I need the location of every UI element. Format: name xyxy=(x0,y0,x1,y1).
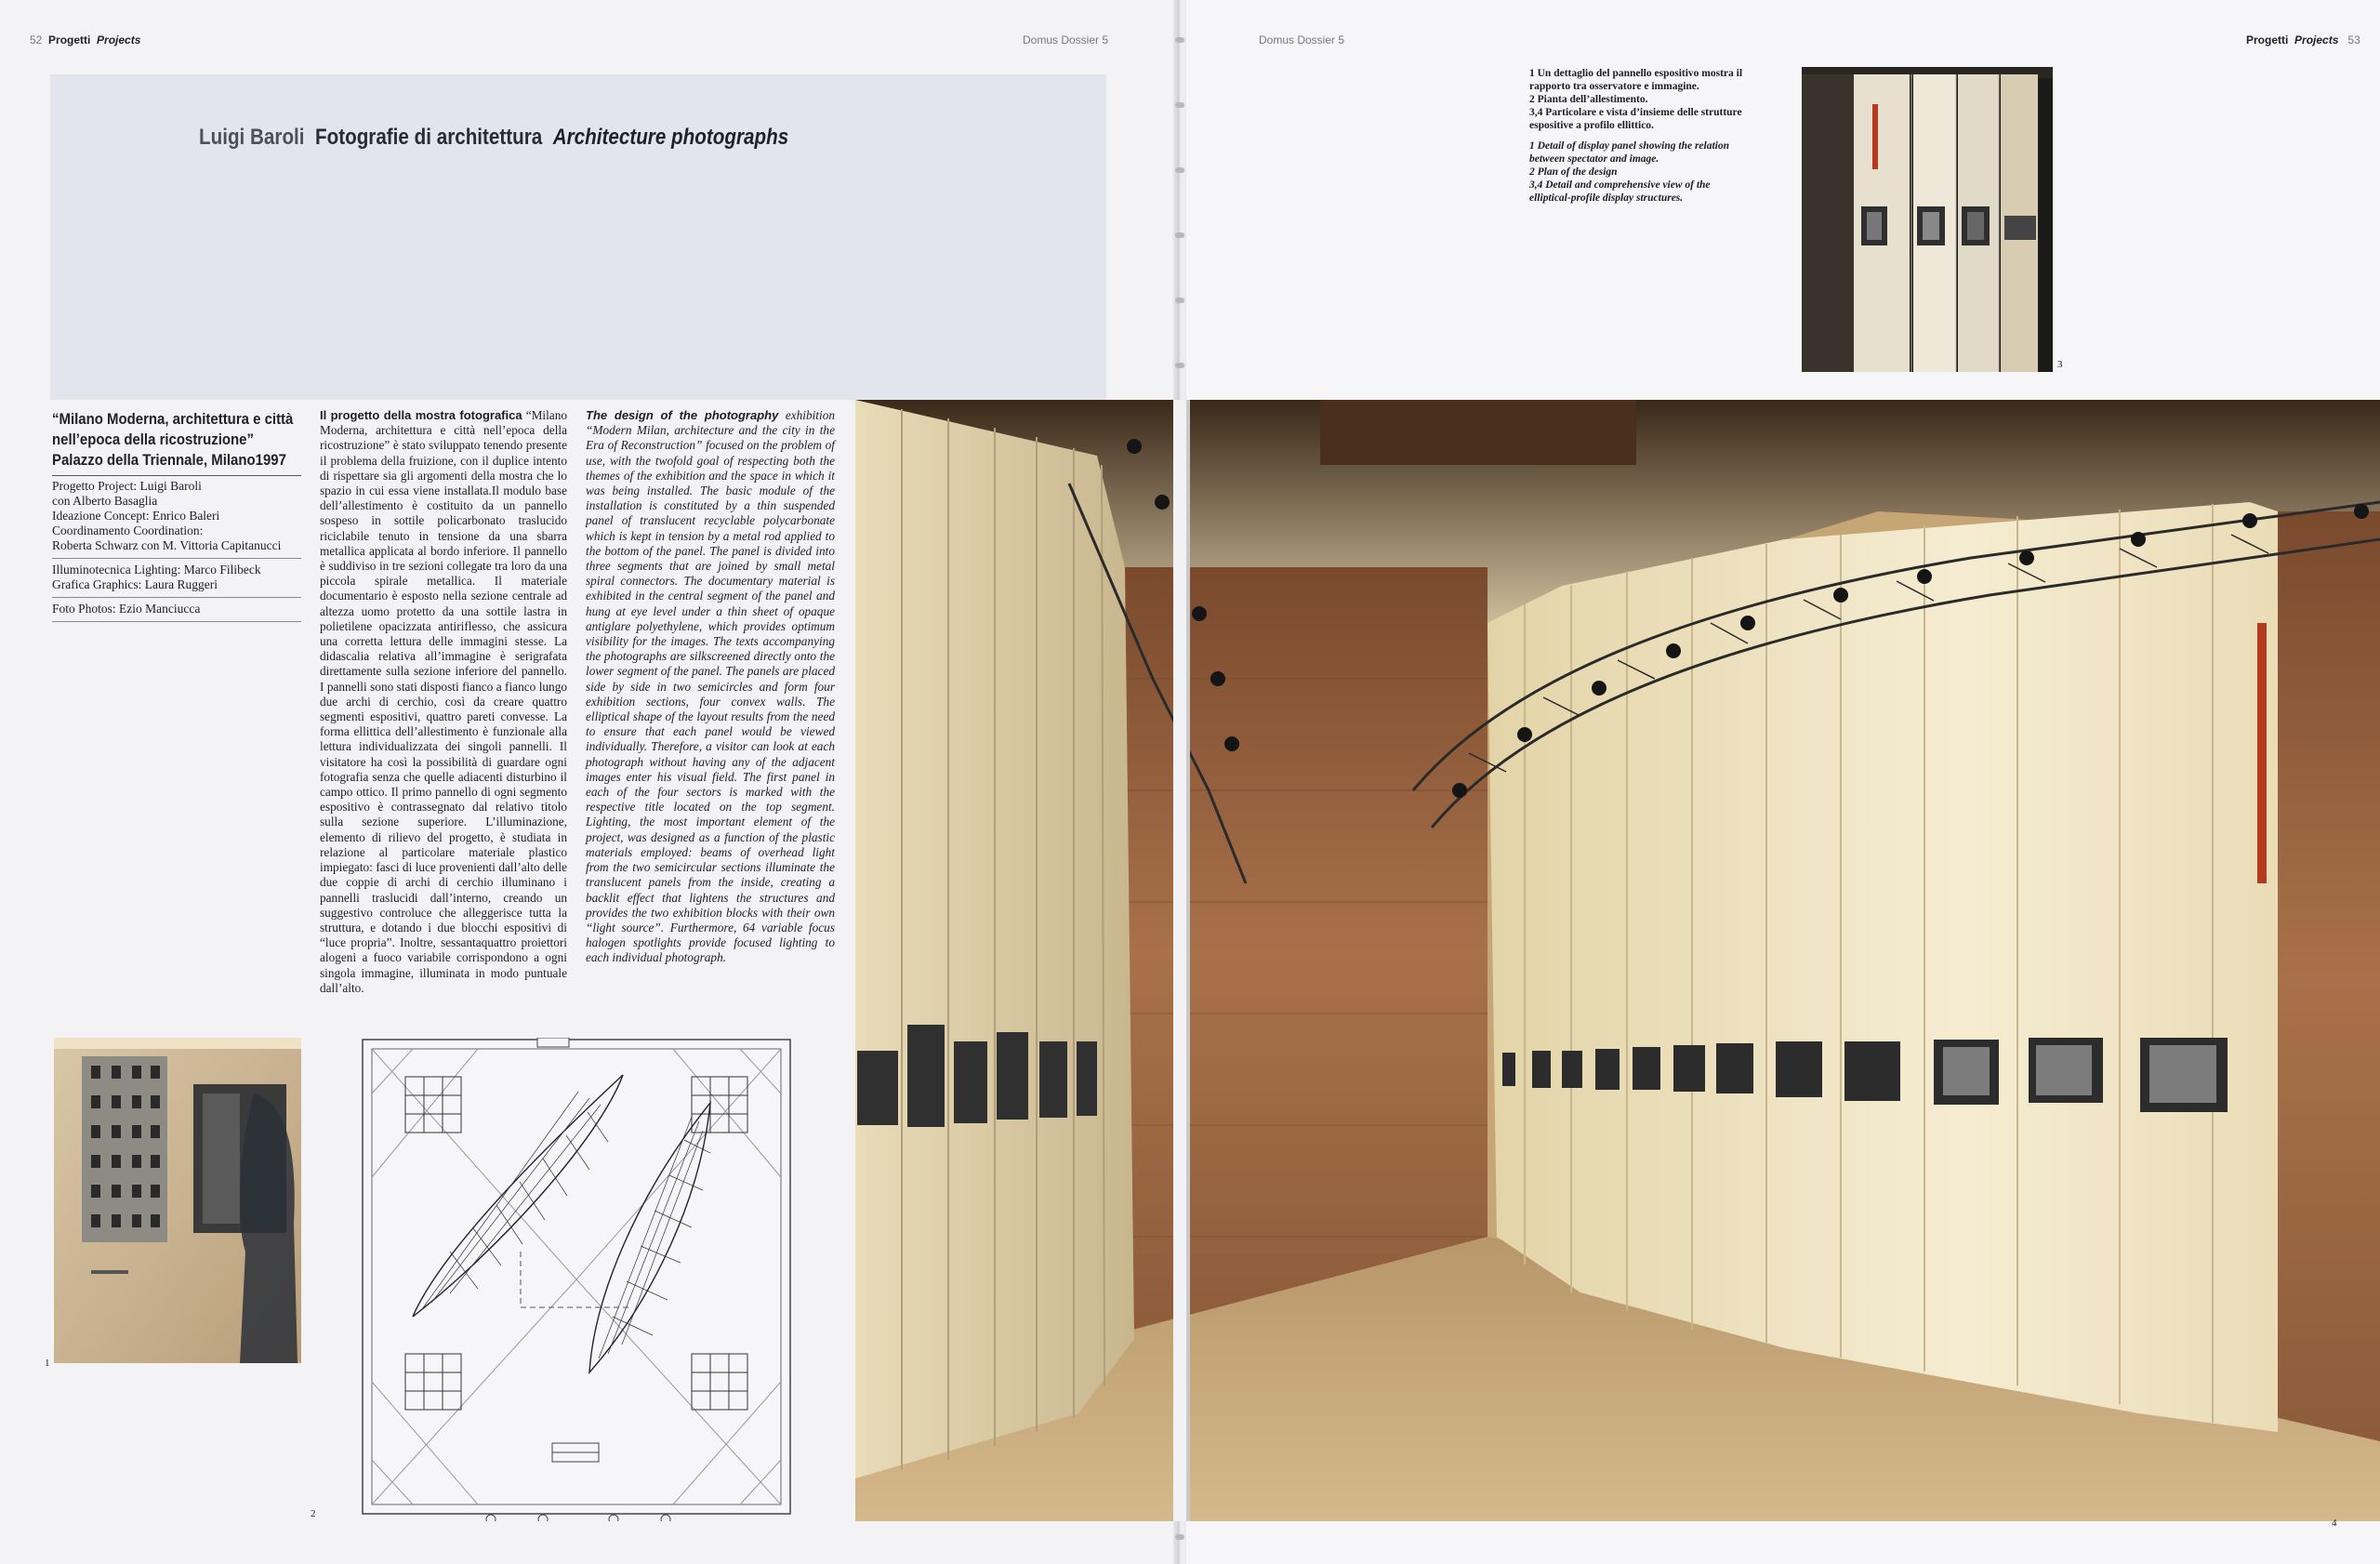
title-italian: Fotografie di architettura xyxy=(314,125,543,150)
exhibition-title: “Milano Moderna, architettura e città nell’epoca della ricostruzione” Palazzo della Triennale, Milano1997 xyxy=(52,410,294,469)
caption-en-1: 1 Detail of display panel showing the relation between spectator and image. xyxy=(1529,140,1730,165)
right-section-en: Projects xyxy=(2294,33,2339,46)
title-box xyxy=(50,74,1106,400)
figure-1-number: 1 xyxy=(45,1358,50,1369)
credits-divider xyxy=(52,475,301,476)
title-author: Luigi Baroli xyxy=(199,125,305,150)
left-page-number: 52 xyxy=(30,33,43,46)
italian-lead: Il progetto della mostra fotografica xyxy=(320,408,522,422)
credit-line: Grafica Graphics: Laura Ruggeri xyxy=(52,577,218,591)
credits-divider xyxy=(52,558,301,559)
caption-en-2: 2 Plan of the design xyxy=(1529,166,1618,178)
right-page-number: 53 xyxy=(2347,33,2360,46)
right-section: Progetti xyxy=(2246,33,2289,46)
panel-closeup-image xyxy=(1802,67,2053,372)
figure-2-number: 2 xyxy=(311,1508,316,1519)
left-section: Progetti xyxy=(48,33,91,46)
caption-it-2: 2 Pianta dell’allestimento. xyxy=(1529,94,1648,105)
floor-plan-drawing xyxy=(357,1038,796,1521)
credit-line: Illuminotecnica Lighting: Marco Filibeck xyxy=(52,563,261,577)
figure-2-plan xyxy=(357,1038,796,1521)
title-english: Architecture photographs xyxy=(552,125,789,150)
caption-en-3: 3,4 Detail and comprehensive view of the elliptical-profile display structures. xyxy=(1529,179,1711,204)
panel-detail-image xyxy=(54,1038,301,1363)
credit-line: Foto Photos: Ezio Manciucca xyxy=(52,602,201,616)
left-issue: Domus Dossier 5 xyxy=(1023,33,1109,46)
credits-divider xyxy=(52,621,301,622)
left-section-en: Projects xyxy=(97,33,141,46)
credit-line: Coordinamento Coordination: xyxy=(52,524,204,537)
figure-captions xyxy=(1529,67,1752,205)
credits-block xyxy=(52,409,301,626)
right-folio xyxy=(2246,33,2360,46)
article-title xyxy=(199,125,788,151)
right-issue: Domus Dossier 5 xyxy=(1259,33,1345,46)
italian-text-column xyxy=(320,408,567,996)
english-lead: The design of the photography xyxy=(586,408,779,422)
captions-en xyxy=(1529,139,1752,205)
credit-line: con Alberto Basaglia xyxy=(52,494,158,508)
exhibition-hall-image xyxy=(855,400,2380,1521)
credit-line: Ideazione Concept: Enrico Baleri xyxy=(52,509,220,523)
figure-3-number: 3 xyxy=(2057,359,2063,370)
figure-3-photo xyxy=(1802,67,2053,372)
credit-line: Progetto Project: Luigi Baroli xyxy=(52,479,202,493)
figure-4-photo xyxy=(855,400,2380,1521)
english-text-column xyxy=(586,408,835,966)
italian-body: “Milano Moderna, architettura e città nell’epoca della ricostruzione” è stato sviluppato tenendo presente il problema della fruizione, con il duplice intento di rispettare sia gli argomenti della mostra che lo spazio in cui essa viene installata.Il modulo base dell’allestimento è costituito da un pannello sospeso in sottile policarbonato traslucido riciclabile tenuto in tensione da una sbarra metallica applicata al bordo inferiore. Il pannello è suddiviso in tre sezioni collegate tra loro da una piccola spirale metallica. Il materiale documentario è esposto nella sezione centrale ad altezza uomo protetto da una sottile lastra in polietilene opacizzata antiriflesso, che assicura una corretta lettura delle immagini stesse. La didascalia relativa all’immagine è serigrafata direttamente sulla sezione inferiore del pannello. I pannelli sono stati disposti fianco a fianco lungo due archi di cerchio, così da creare quattro segmenti espositivi, quattro pareti convesse. La forma ellittica dell’allestimento è funzionale alla lettura individualizzata dei singoli pannelli. Il visitatore ha così la possibilità di guardare ogni fotografia senza che quelle adiacenti disturbino il campo ottico. Il primo pannello di ogni segmento espositivo è contrassegnato dal relativo titolo sulla sezione superiore. L’illuminazione, elemento di rilievo del progetto, è studiata in relazione al particolare materiale plastico impiegato: fasci di luce provenienti dall’alto delle due coppie di archi di cerchio illuminano i pannelli traslucidi dall’interno, creando un suggestivo controluce che alleggerisce tutta la struttura, e dotando i due blocchi espositivi di “luce propria”. Inoltre, sessantaquattro proiettori alogeni a fuoco variabile corrispondono a ogni singola immagine, illuminata in modo puntuale dall’alto. xyxy=(320,408,567,995)
caption-it-1: 1 Un dettaglio del pannello espositivo mostra il rapporto tra osservatore e immagine. xyxy=(1529,68,1743,92)
credit-line: Roberta Schwarz con M. Vittoria Capitanucci xyxy=(52,538,282,552)
english-body: exhibition “Modern Milan, architecture and the city in the Era of Reconstruction” focused on the problem of use, with the twofold goal of respecting both the themes of the exhibition and the space in which it was being installed. The basic module of the installation is constituted by a thin suspended panel of translucent recyclable polycarbonate which is kept in tension by a metal rod applied to the bottom of the panel. The panel is divided into three segments that are joined by small metal spiral connectors. The documentary material is exhibited in the central segment of the panel and hung at eye level under a thin sheet of opaque antiglare polyethylene, which provides optimum visibility for the images. The texts accompanying the photographs are silkscreened directly onto the lower segment of the panel. The panels are placed side by side in two semicircles and form four exhibition sections, four convex walls. The elliptical shape of the layout results from the need to ensure that each panel would be viewed individually. Therefore, a visitor can look at each photograph without having any of the adjacent images enter his visual field. The first panel in each of the four sectors is marked with the respective title located on the top segment. Lighting, the most important element of the project, was designed as a function of the plastic materials employed: beams of overhead light from the two semicircular sections illuminate the translucent panels from the inside, creating a backlit effect that lightens the structures and provides the two exhibition blocks with their own “light source”. Furthermore, 64 variable focus halogen spotlights provide focused lighting to each individual photograph. xyxy=(586,408,835,965)
figure-4-number: 4 xyxy=(2332,1518,2337,1529)
caption-it-3: 3,4 Particolare e vista d’insieme delle strutture espositive a profilo ellittico. xyxy=(1529,107,1742,131)
figure-1-photo xyxy=(54,1038,301,1363)
credits-divider xyxy=(52,597,301,598)
left-folio xyxy=(30,33,140,46)
